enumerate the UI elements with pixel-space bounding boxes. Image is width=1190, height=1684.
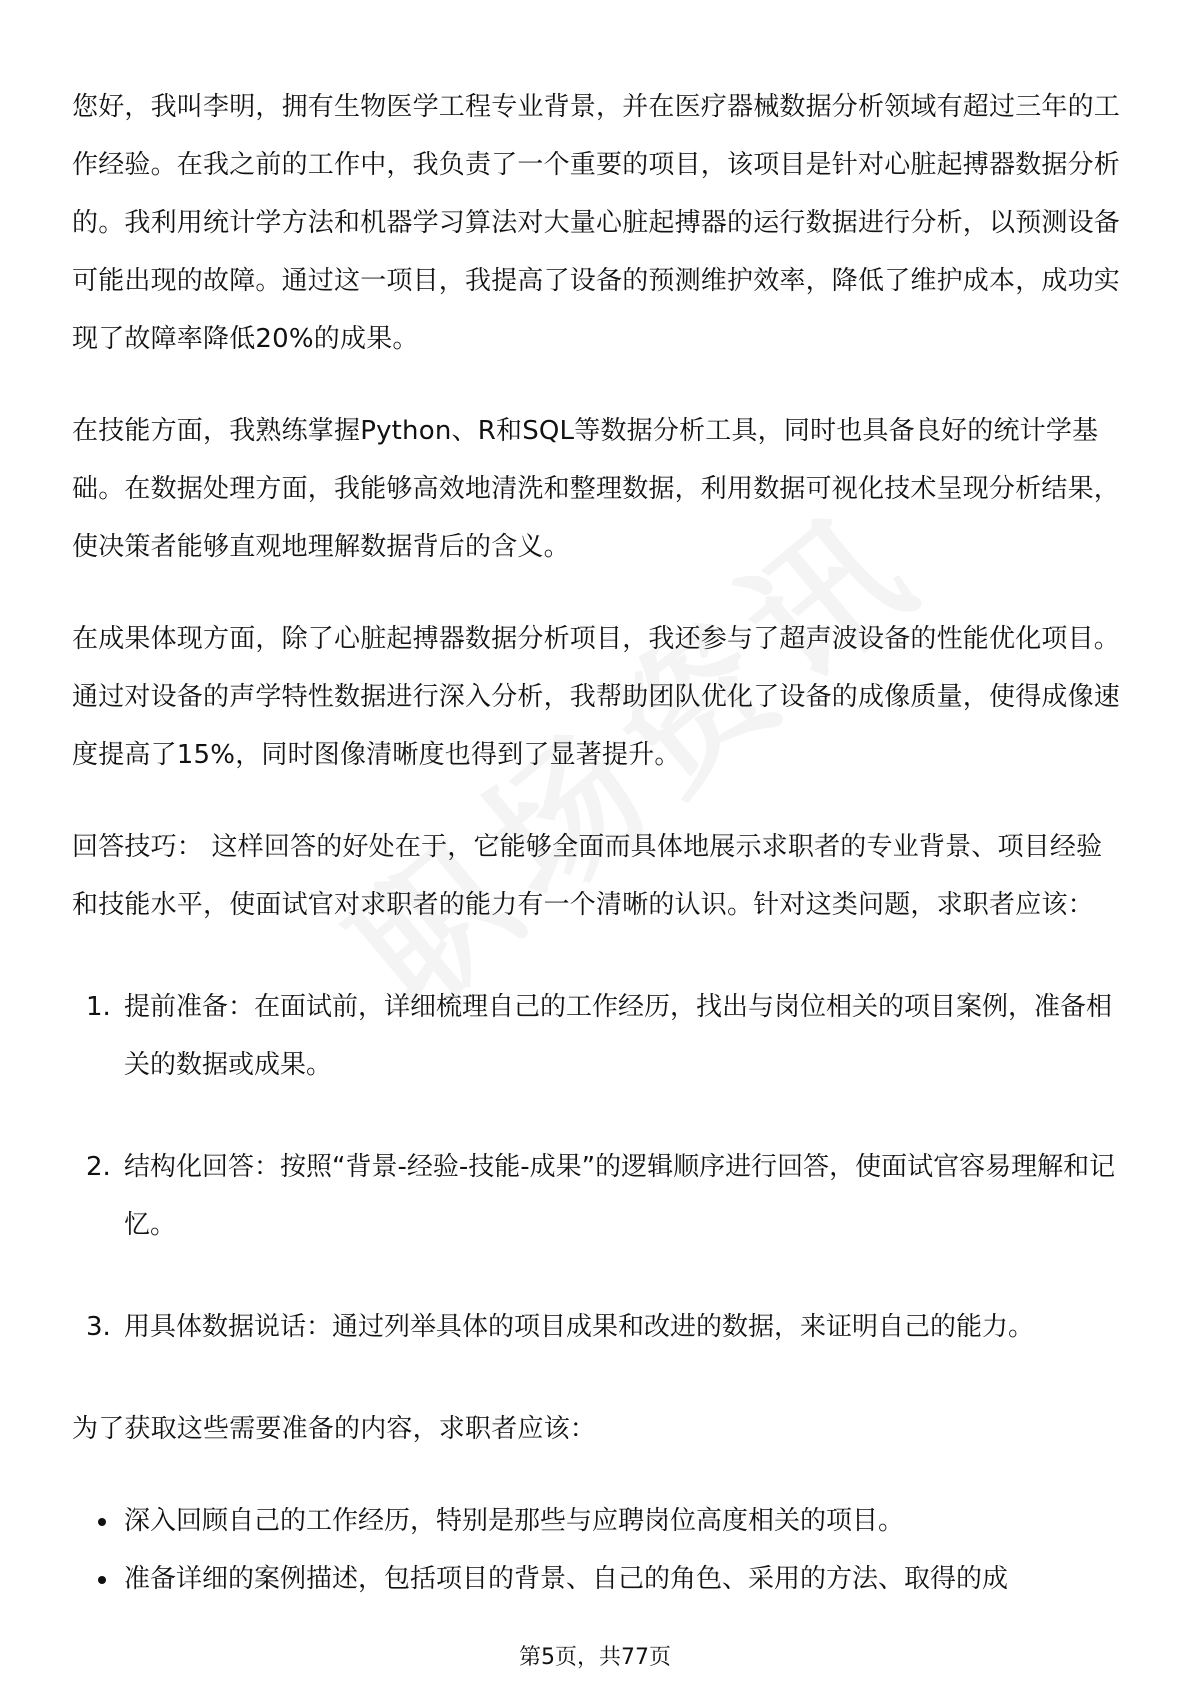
preparation-list bbox=[72, 1492, 1122, 1608]
list-item bbox=[72, 978, 1122, 1094]
page-footer: 第5页，共77页 bbox=[519, 1645, 671, 1670]
preparation-paragraph: 为了获取这些需要准备的内容，求职者应该： bbox=[72, 1414, 597, 1444]
list-number: 2. bbox=[86, 1152, 111, 1182]
tips-list bbox=[72, 978, 1122, 1356]
list-item bbox=[72, 1298, 1122, 1356]
intro-paragraph: 您好，我叫李明，拥有生物医学工程专业背景，并在医疗器械数据分析领域有超过三年的工作经验。在我之前的工作中，我负责了一个重要的项目，该项目是针对心脏起搏器数据分析的。我利用统计学方法和机器学习算法对大量心脏起搏器的运行数据进行分析，以预测设备可能出现的故障。通过这一项目，我提高了设备的预测维护效率，降低了维护成本，成功实现了故障率降低20%的成果。 bbox=[72, 92, 1121, 354]
list-item-text: 提前准备：在面试前，详细梳理自己的工作经历，找出与岗位相关的项目案例，准备相关的数据或成果。 bbox=[124, 992, 1113, 1080]
list-number: 3. bbox=[86, 1312, 111, 1342]
list-item-text: 用具体数据说话：通过列举具体的项目成果和改进的数据，来证明自己的能力。 bbox=[124, 1312, 1035, 1342]
skills-paragraph: 在技能方面，我熟练掌握Python、R和SQL等数据分析工具，同时也具备良好的统计学基础。在数据处理方面，我能够高效地清洗和整理数据，利用数据可视化技术呈现分析结果，使决策者能够直观地理解数据背后的含义。 bbox=[72, 416, 1121, 562]
results-paragraph: 在成果体现方面，除了心脏起搏器数据分析项目，我还参与了超声波设备的性能优化项目。通过对设备的声学特性数据进行深入分析，我帮助团队优化了设备的成像质量，使得成像速度提高了15%，同时图像清晰度也得到了显著提升。 bbox=[72, 624, 1121, 770]
document-body bbox=[72, 78, 1122, 1608]
bullet-text: 准备详细的案例描述，包括项目的背景、自己的角色、采用的方法、取得的成 bbox=[124, 1564, 1009, 1594]
list-item-text: 结构化回答：按照“背景-经验-技能-成果”的逻辑顺序进行回答，使面试官容易理解和记忆。 bbox=[124, 1152, 1116, 1240]
bullet-icon bbox=[98, 1518, 106, 1526]
list-number: 1. bbox=[86, 992, 111, 1022]
list-item bbox=[72, 1138, 1122, 1254]
bullet-item bbox=[72, 1550, 1122, 1608]
bullet-text: 深入回顾自己的工作经历，特别是那些与应聘岗位高度相关的项目。 bbox=[124, 1506, 905, 1536]
bullet-item bbox=[72, 1492, 1122, 1550]
tips-paragraph: 回答技巧： 这样回答的好处在于，它能够全面而具体地展示求职者的专业背景、项目经验和技能水平，使面试官对求职者的能力有一个清晰的认识。针对这类问题，求职者应该： bbox=[72, 832, 1103, 920]
bullet-icon bbox=[98, 1576, 106, 1584]
